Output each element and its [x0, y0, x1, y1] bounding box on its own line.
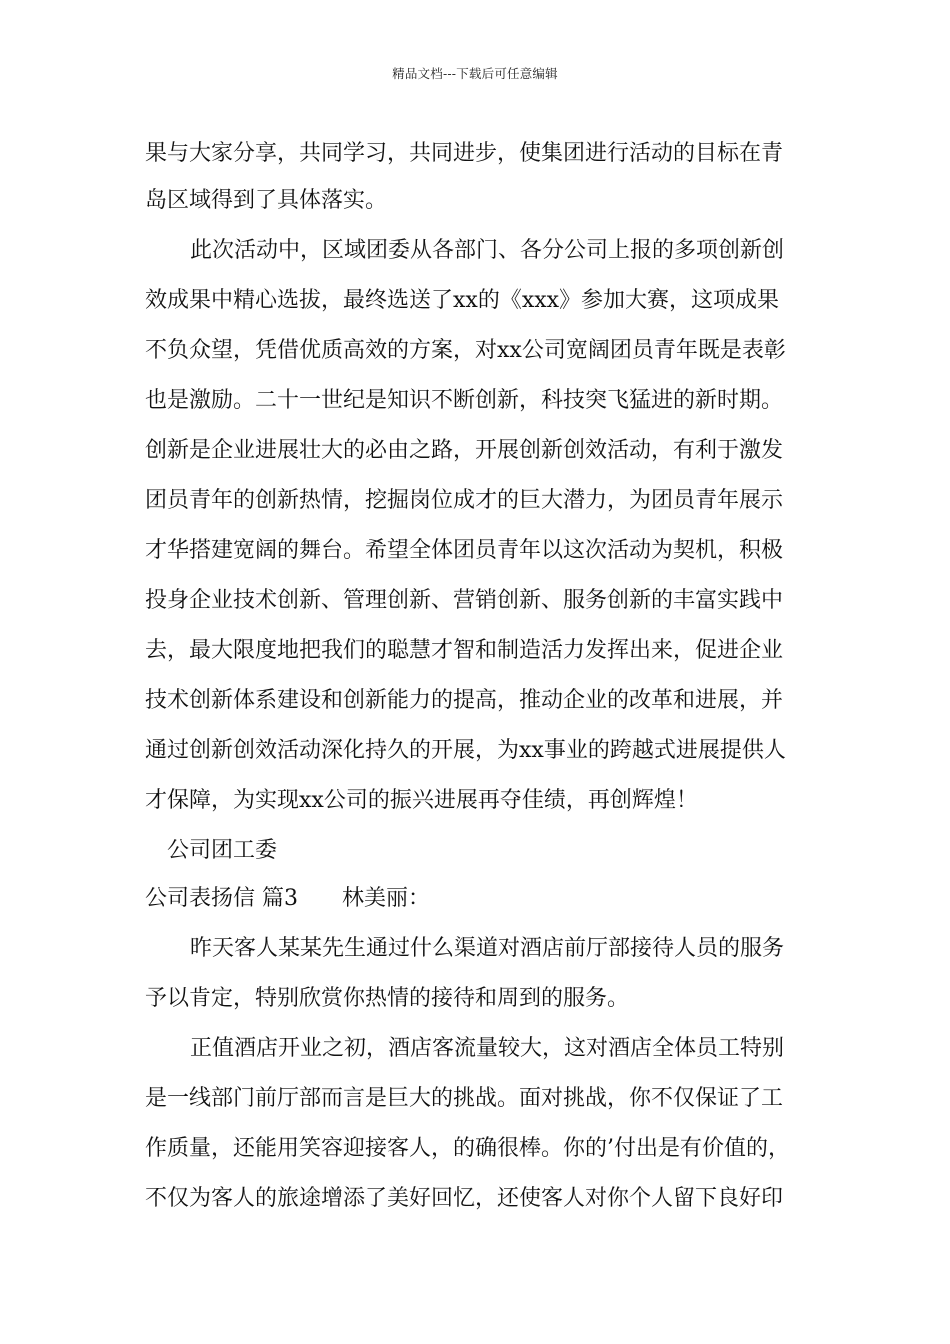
- text-line: 团员青年的创新热情，挖掘岗位成才的巨大潜力，为团员青年展示: [145, 488, 784, 513]
- text-line: 也是激励。二十一世纪是知识不断创新，科技突飞猛进的新时期。: [145, 388, 784, 413]
- text-line: 创新是企业进展壮大的必由之路，开展创新创效活动，有利于激发: [145, 438, 784, 463]
- text-line: 通过创新创效活动深化持久的开展，为xx事业的跨越式进展提供人: [145, 738, 786, 763]
- text-line: 投身企业技术创新、管理创新、营销创新、服务创新的丰富实践中: [145, 588, 784, 613]
- text-line: 此次活动中，区域团委从各部门、各分公司上报的多项创新创: [190, 238, 785, 263]
- text-line: 果与大家分享，共同学习，共同进步，使集团进行活动的目标在青: [145, 141, 784, 166]
- section-heading: 公司表扬信 篇3 林美丽：: [145, 886, 430, 911]
- text-line: 岛区域得到了具体落实。: [145, 188, 388, 213]
- text-line: 不负众望，凭借优质高效的方案，对xx公司宽阔团员青年既是表彰: [145, 338, 786, 363]
- text-line: 予以肯定，特别欣赏你热情的接待和周到的服务。: [145, 986, 630, 1011]
- text-line: 技术创新体系建设和创新能力的提高，推动企业的改革和进展，并: [145, 688, 784, 713]
- text-line: 效成果中精心选拔，最终选送了xx的《xxx》参加大赛，这项成果: [145, 288, 780, 313]
- signature-line: 公司团工委: [167, 838, 278, 863]
- text-line: 作质量，还能用笑容迎接客人，的确很棒。你的’付出是有价值的，: [145, 1136, 790, 1161]
- text-line: 去，最大限度地把我们的聪慧才智和制造活力发挥出来，促进企业: [145, 638, 784, 663]
- text-line: 正值酒店开业之初，酒店客流量较大，这对酒店全体员工特别: [190, 1036, 785, 1061]
- text-line: 昨天客人某某先生通过什么渠道对酒店前厅部接待人员的服务: [190, 936, 785, 961]
- text-line: 不仅为客人的旅途增添了美好回忆，还使客人对你个人留下良好印: [145, 1186, 784, 1211]
- text-line: 是一线部门前厅部而言是巨大的挑战。面对挑战，你不仅保证了工: [145, 1086, 784, 1111]
- text-line: 才华搭建宽阔的舞台。希望全体团员青年以这次活动为契机，积极: [145, 538, 784, 563]
- page-header: 精品文档---下载后可任意编辑: [392, 66, 558, 81]
- text-line: 才保障，为实现xx公司的振兴进展再夺佳绩，再创辉煌！: [145, 788, 698, 813]
